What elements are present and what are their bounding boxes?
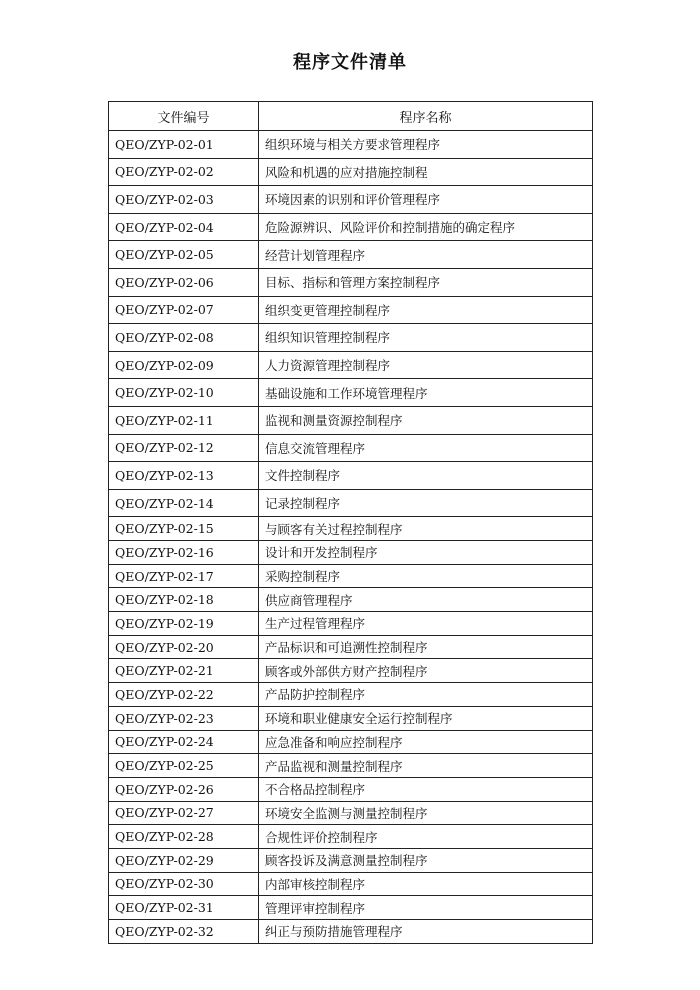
file-number-cell: QEO/ZYP-02-25 (109, 754, 259, 778)
header-procedure-name: 程序名称 (259, 102, 593, 131)
table-row (109, 379, 593, 407)
procedure-name-cell: 人力资源管理控制程序 (259, 351, 593, 379)
file-number-cell: QEO/ZYP-02-28 (109, 825, 259, 849)
file-number-cell: QEO/ZYP-02-22 (109, 683, 259, 707)
file-number-cell: QEO/ZYP-02-29 (109, 848, 259, 872)
procedure-name-cell: 不合格品控制程序 (259, 777, 593, 801)
procedure-name-cell: 信息交流管理程序 (259, 434, 593, 462)
table-row (109, 777, 593, 801)
file-number-cell: QEO/ZYP-02-10 (109, 379, 259, 407)
table-row (109, 683, 593, 707)
header-file-number: 文件编号 (109, 102, 259, 131)
table-row (109, 158, 593, 186)
table-row (109, 754, 593, 778)
table-body (109, 131, 593, 944)
table-header-row (109, 102, 593, 131)
procedure-name-cell: 产品监视和测量控制程序 (259, 754, 593, 778)
table-row (109, 920, 593, 944)
table-row (109, 588, 593, 612)
table-row (109, 517, 593, 541)
table-row (109, 324, 593, 352)
file-number-cell: QEO/ZYP-02-18 (109, 588, 259, 612)
table-row (109, 186, 593, 214)
procedure-name-cell: 组织环境与相关方要求管理程序 (259, 131, 593, 159)
file-number-cell: QEO/ZYP-02-30 (109, 872, 259, 896)
procedure-name-cell: 产品防护控制程序 (259, 683, 593, 707)
file-number-cell: QEO/ZYP-02-12 (109, 434, 259, 462)
procedure-name-cell: 组织变更管理控制程序 (259, 296, 593, 324)
table-row (109, 612, 593, 636)
procedure-name-cell: 文件控制程序 (259, 462, 593, 490)
table-row (109, 241, 593, 269)
table-row (109, 801, 593, 825)
procedure-name-cell: 采购控制程序 (259, 564, 593, 588)
page-title: 程序文件清单 (293, 52, 407, 73)
table-row (109, 706, 593, 730)
file-number-cell: QEO/ZYP-02-16 (109, 541, 259, 565)
table-row (109, 564, 593, 588)
file-number-cell: QEO/ZYP-02-09 (109, 351, 259, 379)
file-number-cell: QEO/ZYP-02-01 (109, 131, 259, 159)
procedure-name-cell: 产品标识和可追溯性控制程序 (259, 635, 593, 659)
file-number-cell: QEO/ZYP-02-23 (109, 706, 259, 730)
table-row (109, 896, 593, 920)
table-row (109, 659, 593, 683)
procedure-name-cell: 应急准备和响应控制程序 (259, 730, 593, 754)
table-row (109, 434, 593, 462)
file-number-cell: QEO/ZYP-02-14 (109, 489, 259, 517)
table-row (109, 213, 593, 241)
table-row (109, 489, 593, 517)
table-row (109, 406, 593, 434)
procedure-name-cell: 生产过程管理程序 (259, 612, 593, 636)
procedure-name-cell: 与顾客有关过程控制程序 (259, 517, 593, 541)
file-number-cell: QEO/ZYP-02-20 (109, 635, 259, 659)
file-number-cell: QEO/ZYP-02-06 (109, 268, 259, 296)
file-number-cell: QEO/ZYP-02-19 (109, 612, 259, 636)
file-number-cell: QEO/ZYP-02-15 (109, 517, 259, 541)
procedure-name-cell: 风险和机遇的应对措施控制程 (259, 158, 593, 186)
table-row (109, 825, 593, 849)
procedure-name-cell: 基础设施和工作环境管理程序 (259, 379, 593, 407)
file-number-cell: QEO/ZYP-02-31 (109, 896, 259, 920)
table-row (109, 635, 593, 659)
procedure-name-cell: 组织知识管理控制程序 (259, 324, 593, 352)
table-row (109, 268, 593, 296)
procedure-name-cell: 顾客或外部供方财产控制程序 (259, 659, 593, 683)
procedure-name-cell: 环境因素的识别和评价管理程序 (259, 186, 593, 214)
procedure-list-table (108, 101, 593, 944)
table-row (109, 730, 593, 754)
procedure-name-cell: 管理评审控制程序 (259, 896, 593, 920)
procedure-name-cell: 纠正与预防措施管理程序 (259, 920, 593, 944)
procedure-name-cell: 经营计划管理程序 (259, 241, 593, 269)
file-number-cell: QEO/ZYP-02-04 (109, 213, 259, 241)
file-number-cell: QEO/ZYP-02-05 (109, 241, 259, 269)
procedure-name-cell: 内部审核控制程序 (259, 872, 593, 896)
procedure-name-cell: 环境安全监测与测量控制程序 (259, 801, 593, 825)
table-row (109, 541, 593, 565)
procedure-name-cell: 设计和开发控制程序 (259, 541, 593, 565)
procedure-name-cell: 供应商管理程序 (259, 588, 593, 612)
procedure-name-cell: 监视和测量资源控制程序 (259, 406, 593, 434)
file-number-cell: QEO/ZYP-02-02 (109, 158, 259, 186)
file-number-cell: QEO/ZYP-02-11 (109, 406, 259, 434)
table-row (109, 351, 593, 379)
table-row (109, 848, 593, 872)
file-number-cell: QEO/ZYP-02-26 (109, 777, 259, 801)
file-number-cell: QEO/ZYP-02-21 (109, 659, 259, 683)
file-number-cell: QEO/ZYP-02-03 (109, 186, 259, 214)
table-row (109, 462, 593, 490)
table-row (109, 296, 593, 324)
procedure-name-cell: 环境和职业健康安全运行控制程序 (259, 706, 593, 730)
procedure-name-cell: 危险源辨识、风险评价和控制措施的确定程序 (259, 213, 593, 241)
file-number-cell: QEO/ZYP-02-32 (109, 920, 259, 944)
file-number-cell: QEO/ZYP-02-17 (109, 564, 259, 588)
procedure-name-cell: 记录控制程序 (259, 489, 593, 517)
file-number-cell: QEO/ZYP-02-07 (109, 296, 259, 324)
file-number-cell: QEO/ZYP-02-27 (109, 801, 259, 825)
table-row (109, 872, 593, 896)
procedure-name-cell: 目标、指标和管理方案控制程序 (259, 268, 593, 296)
file-number-cell: QEO/ZYP-02-08 (109, 324, 259, 352)
table-row (109, 131, 593, 159)
file-number-cell: QEO/ZYP-02-13 (109, 462, 259, 490)
file-number-cell: QEO/ZYP-02-24 (109, 730, 259, 754)
procedure-name-cell: 顾客投诉及满意测量控制程序 (259, 848, 593, 872)
procedure-name-cell: 合规性评价控制程序 (259, 825, 593, 849)
